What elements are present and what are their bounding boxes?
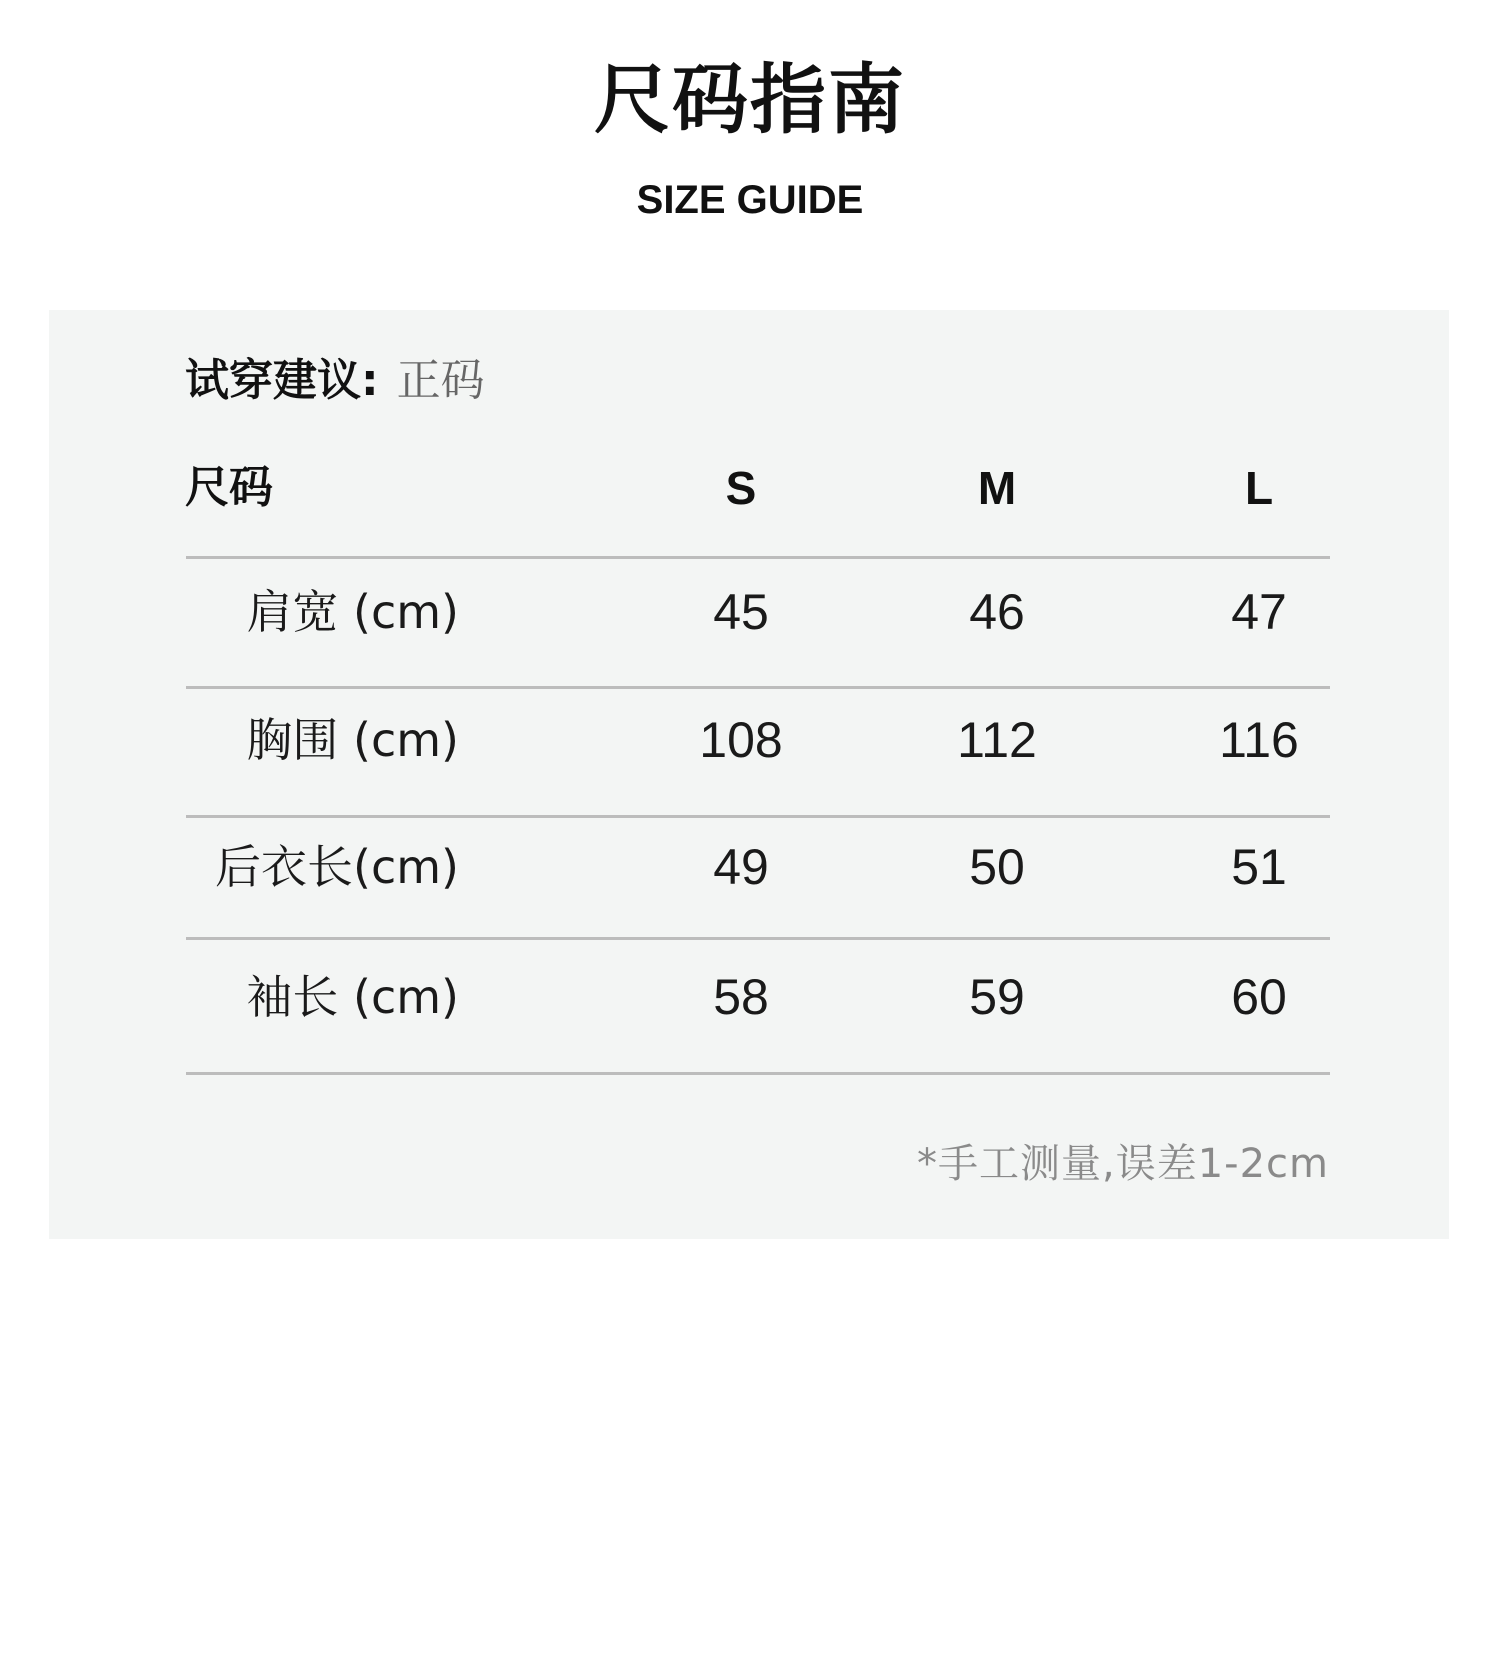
header-size-label: 尺码 (185, 462, 273, 513)
fit-advice (185, 353, 485, 409)
row-label: 袖长 (cm) (246, 970, 459, 1024)
header-size-s: S (725, 462, 757, 514)
header-size-l: L (1244, 462, 1274, 514)
row-value-s: 58 (713, 969, 769, 1025)
row-value-m: 46 (969, 584, 1025, 640)
row-value-m: 59 (969, 969, 1025, 1025)
size-table-header (49, 458, 1449, 518)
header-size-m: M (977, 462, 1017, 514)
row-label: 肩宽 (cm) (246, 585, 459, 639)
page-title: 尺码指南 (594, 55, 906, 144)
table-divider (186, 1072, 1330, 1075)
row-value-l: 51 (1231, 839, 1287, 895)
row-value-s: 45 (713, 584, 769, 640)
row-value-s: 49 (713, 839, 769, 895)
table-divider (186, 937, 1330, 940)
fit-advice-value: 正码 (396, 355, 485, 406)
table-divider (186, 815, 1330, 818)
row-value-s: 108 (699, 712, 783, 768)
table-row-sleeve (49, 967, 1449, 1027)
size-guide-panel (49, 310, 1449, 1239)
table-row-shoulder (49, 582, 1449, 642)
row-value-m: 112 (957, 712, 1037, 768)
row-value-l: 116 (1219, 712, 1299, 768)
table-row-chest (49, 710, 1449, 770)
table-divider (186, 556, 1330, 559)
measurement-note: *手工测量,误差1-2cm (916, 1141, 1329, 1187)
row-value-m: 50 (969, 839, 1025, 895)
table-divider (186, 686, 1330, 689)
table-row-back-length (49, 837, 1449, 897)
row-value-l: 47 (1231, 584, 1287, 640)
fit-advice-label: 试穿建议: (185, 355, 379, 406)
page-subtitle: SIZE GUIDE (636, 178, 864, 222)
row-value-l: 60 (1231, 969, 1287, 1025)
row-label: 胸围 (cm) (246, 713, 459, 767)
row-label: 后衣长(cm) (215, 840, 459, 894)
